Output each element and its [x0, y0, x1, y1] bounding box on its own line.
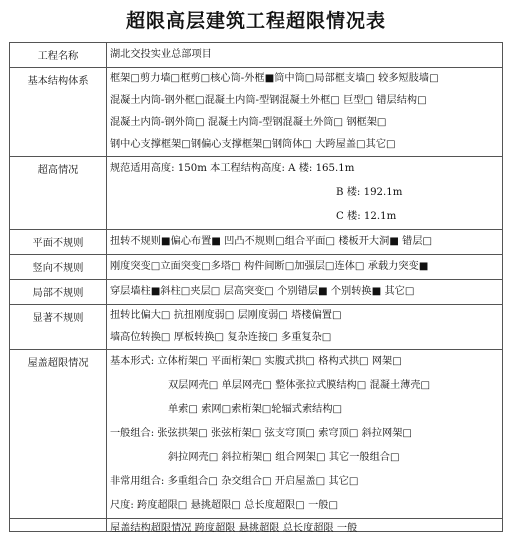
label-height: 超高情况 — [10, 157, 107, 230]
value-local-irregular — [107, 280, 503, 305]
roof-line: 非常用组合: 多重组合□ 杂交组合□ 开启屋盖□ 其它□ — [110, 476, 359, 487]
height-line: C 楼: 12.1m — [336, 211, 397, 222]
vertical-irregular-text: 刚度突变□立面突变□多塔□ 构件间断□加强层□连体□ 承载力突变■ — [110, 261, 429, 272]
row-height — [10, 157, 503, 230]
label-project-name: 工程名称 — [10, 43, 107, 68]
structure-line: 框架□剪力墙□框剪□核心筒-外框■筒中筒□局部框支墙□ 较多短肢墙□ — [110, 73, 439, 84]
row-local-irregular — [10, 280, 503, 305]
row-plan-irregular — [10, 230, 503, 255]
row-vertical-irregular — [10, 255, 503, 280]
local-irregular-text: 穿层墙柱■斜柱□夹层□ 层高突变□ 个别错层■ 个别转换■ 其它□ — [110, 286, 415, 297]
page-title: 超限高层建筑工程超限情况表 — [125, 10, 386, 32]
label-local-irregular: 局部不规则 — [10, 280, 107, 305]
roof-line: 基本形式: 立体桁架□ 平面桁架□ 实腹式拱□ 格构式拱□ 网架□ — [110, 356, 402, 367]
label-roof-overrun: 屋盖超限情况 — [10, 350, 107, 519]
value-structure-system — [107, 68, 503, 157]
roof-line: 单索□ 索网□索桁架□轮辐式索结构□ — [168, 404, 343, 415]
project-name-text: 湖北交投实业总部项目 — [110, 49, 212, 60]
roof-line: 双层网壳□ 单层网壳□ 整体张拉式膜结构□ 混凝土薄壳□ — [168, 380, 431, 391]
plan-irregular-text: 扭转不规则■偏心布置■ 凹凸不规则□组合平面□ 楼板开大洞■ 错层□ — [110, 236, 433, 247]
notable-line: 墙高位转换□ 厚板转换□ 复杂连接□ 多重复杂□ — [110, 332, 332, 343]
label-plan-irregular: 平面不规则 — [10, 230, 107, 255]
notable-line: 扭转比偏大□ 抗扭刚度弱□ 层刚度弱□ 塔楼偏置□ — [110, 310, 342, 321]
value-notable-irregular — [107, 305, 503, 350]
label-notable-irregular: 显著不规则 — [10, 305, 107, 350]
row-structure-system — [10, 68, 503, 157]
roof-line: 斜拉网壳□ 斜拉桁架□ 组合网架□ 其它一般组合□ — [168, 452, 400, 463]
value-plan-irregular — [107, 230, 503, 255]
structure-line: 混凝土内筒-钢外筒□ 混凝土内筒-型钢混凝土外筒□ 钢框架□ — [110, 117, 387, 128]
row-roof-overrun — [10, 350, 503, 519]
row-notable-irregular — [10, 305, 503, 350]
structure-line: 混凝土内筒-钢外框□混凝土内筒-型钢混凝土外框□ 巨型□ 错层结构□ — [110, 95, 427, 106]
label-structure-system: 基本结构体系 — [10, 68, 107, 157]
overrun-table — [9, 42, 503, 532]
roof-line: 尺度: 跨度超限□ 悬挑超限□ 总长度超限□ 一般□ — [110, 500, 339, 511]
value-vertical-irregular — [107, 255, 503, 280]
value-roof-overrun — [107, 350, 503, 519]
height-line: 规范适用高度: 150m 本工程结构高度: A 楼: 165.1m — [110, 163, 355, 174]
label-vertical-irregular: 竖向不规则 — [10, 255, 107, 280]
structure-line: 钢中心支撑框架□钢偏心支撑框架□钢筒体□ 大跨屋盖□其它□ — [110, 139, 396, 150]
value-height — [107, 157, 503, 230]
cutoff-text: 屋盖结构超限情况 跨度超限 悬挑超限 总长度超限 一般 — [110, 523, 358, 534]
row-project-name — [10, 43, 503, 68]
value-cutoff — [107, 519, 503, 532]
row-cutoff — [10, 519, 503, 532]
value-project-name — [107, 43, 503, 68]
height-line: B 楼: 192.1m — [336, 187, 403, 198]
roof-line: 一般组合: 张弦拱架□ 张弦桁架□ 弦支穹顶□ 索穹顶□ 斜拉网架□ — [110, 428, 413, 439]
label-cutoff — [10, 519, 107, 532]
